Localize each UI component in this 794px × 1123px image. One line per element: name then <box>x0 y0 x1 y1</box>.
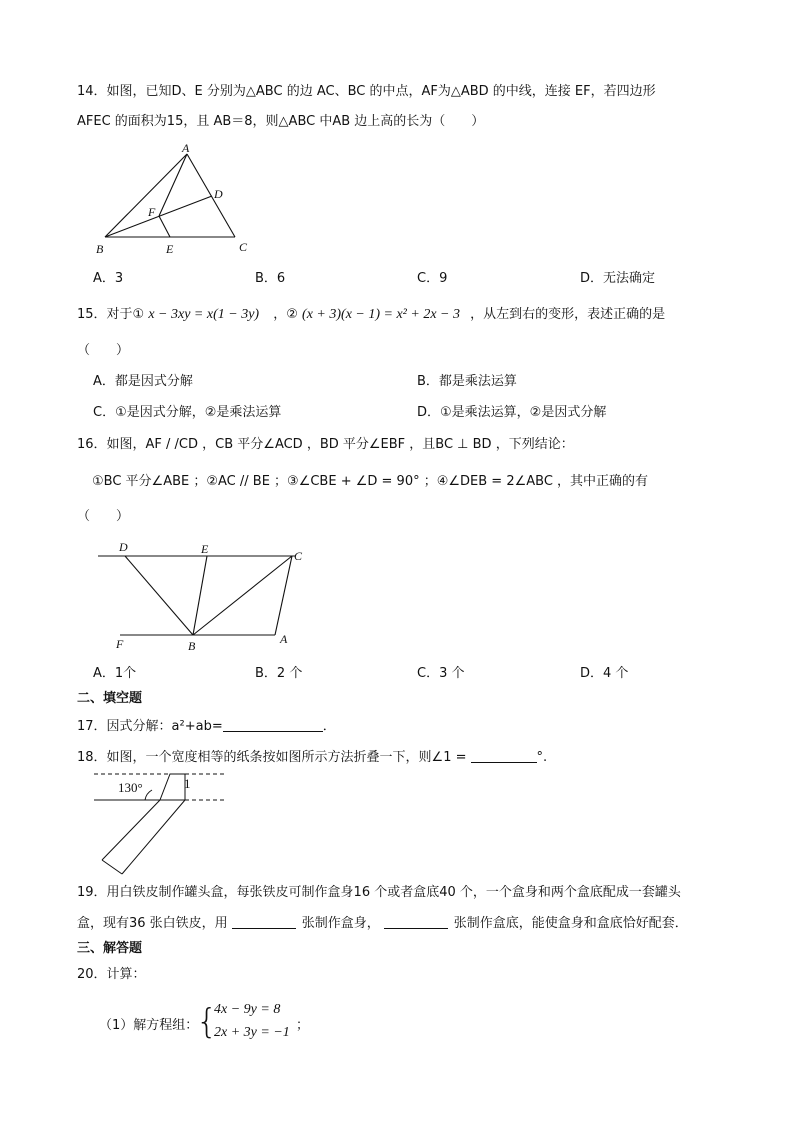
q18-figure <box>92 768 232 878</box>
q15-circle1: ① <box>132 307 145 322</box>
strip-side-right <box>122 800 185 874</box>
q20-eq1: 4x − 9y = 8 <box>214 1002 281 1017</box>
q15-sep: ， <box>273 307 287 322</box>
q20-system-brace: { <box>196 1002 218 1042</box>
q15-option-b: B．都是乘法运算 <box>417 374 517 389</box>
seg-AC <box>187 154 235 237</box>
q14-label-C: C <box>239 240 248 254</box>
q16-option-a: A．1个 <box>93 666 137 681</box>
q16-label-D: D <box>119 540 128 554</box>
q15-circle2: ② <box>286 307 298 322</box>
q14-option-d: D．无法确定 <box>580 271 656 286</box>
q15-expr1: x − 3xy = x(1 − 3y) <box>148 307 260 322</box>
q16-paren: （ ） <box>77 509 130 524</box>
q18-suffix: °. <box>536 750 548 765</box>
q16-label-C: C <box>294 549 303 563</box>
seg-EB <box>193 556 207 635</box>
q16-option-b: B．2 个 <box>255 666 303 681</box>
q14-label-B: B <box>96 242 104 256</box>
q14-label-D: D <box>214 187 223 201</box>
q17-prefix: 17．因式分解：a²+ab= <box>77 719 223 734</box>
q14-option-c: C．9 <box>417 271 448 286</box>
q16-figure <box>95 536 325 658</box>
q19-text-b: 张制作盒身， <box>301 916 380 931</box>
angle-130-arc <box>145 790 152 800</box>
q16-line1: 16．如图，AF / /CD ，CB 平分∠ACD ，BD 平分∠EBF ，且BC ⊥ BD ，下列结论： <box>77 437 574 452</box>
strip-end <box>102 860 122 874</box>
q18-prefix: 18．如图，一个宽度相等的纸条按如图所示方法折叠一下，则∠1 = <box>77 750 467 765</box>
q14-option-a: A．3 <box>93 271 124 286</box>
q19-text-c: 张制作盒底，能使盒身和盒底恰好配套． <box>453 916 688 931</box>
q14-line1: 14．如图，已知D、E 分别为△ABC 的边 AC、BC 的中点，AF为△ABD 的中线，连接 EF，若四边形 <box>77 84 656 99</box>
q15-suffix: ，从左到右的变形，表述正确的是 <box>470 307 666 322</box>
q14-label-A: A <box>182 141 190 155</box>
q19-text-a: 盒，现有36 张白铁皮，用 <box>77 916 228 931</box>
q14-label-E: E <box>166 242 174 256</box>
q18-angle-1-label: 1 <box>184 776 191 791</box>
q17-suffix: ． <box>322 719 336 734</box>
strip-side-left <box>102 800 160 860</box>
fold-flap <box>160 774 185 800</box>
q19-blank-base[interactable] <box>384 914 448 929</box>
q20-part1-label: （1）解方程组： <box>99 1018 199 1033</box>
q15-option-a: A．都是因式分解 <box>93 374 193 389</box>
q16-option-d: D．4 个 <box>580 666 629 681</box>
q20-title: 20．计算： <box>77 967 146 982</box>
q16-option-c: C．3 个 <box>417 666 465 681</box>
q16-label-F: F <box>116 637 124 651</box>
q20-end: ； <box>296 1018 310 1033</box>
q19-line1: 19．用白铁皮制作罐头盒，每张铁皮可制作盒身16 个或者盒底40 个，一个盒身和两个盒底配成一套罐头 <box>77 885 681 900</box>
q18 <box>77 748 547 767</box>
q14-label-F: F <box>148 205 156 219</box>
q16-line2: ①BC 平分∠ABE ；②AC // BE ；③∠CBE + ∠D = 90° ；④∠DEB = 2∠ABC ，其中正确的有 <box>92 474 649 489</box>
seg-BD <box>105 196 212 237</box>
q15-paren: （ ） <box>77 343 130 358</box>
q15-stem <box>77 306 665 324</box>
q15-prefix: 15．对于 <box>77 307 133 322</box>
q15-expr2: (x + 3)(x − 1) = x² + 2x − 3 <box>302 307 460 322</box>
q16-label-A: A <box>280 632 288 646</box>
q18-angle-130-label: 130° <box>118 780 143 795</box>
q14-figure <box>90 140 260 262</box>
q18-answer-blank[interactable] <box>471 748 537 763</box>
section-fill-in-title: 二、填空题 <box>77 691 143 706</box>
q17 <box>77 717 336 736</box>
q16-label-B: B <box>188 639 196 653</box>
q14-option-b: B．6 <box>255 271 286 286</box>
seg-AB <box>105 154 187 237</box>
q20-eq2: 2x + 3y = −1 <box>214 1025 290 1040</box>
q17-answer-blank[interactable] <box>223 717 323 732</box>
section-answer-title: 三、解答题 <box>77 941 143 956</box>
q14-line2: AFEC 的面积为15，且 AB＝8，则△ABC 中AB 边上高的长为（ ） <box>77 114 485 129</box>
seg-FE <box>159 216 170 237</box>
q15-option-d: D．①是乘法运算，②是因式分解 <box>417 405 607 420</box>
q15-option-c: C．①是因式分解，②是乘法运算 <box>93 405 282 420</box>
q19-blank-body[interactable] <box>232 914 296 929</box>
q19-line2 <box>77 914 688 933</box>
seg-DB <box>125 556 193 635</box>
q16-label-E: E <box>201 542 209 556</box>
